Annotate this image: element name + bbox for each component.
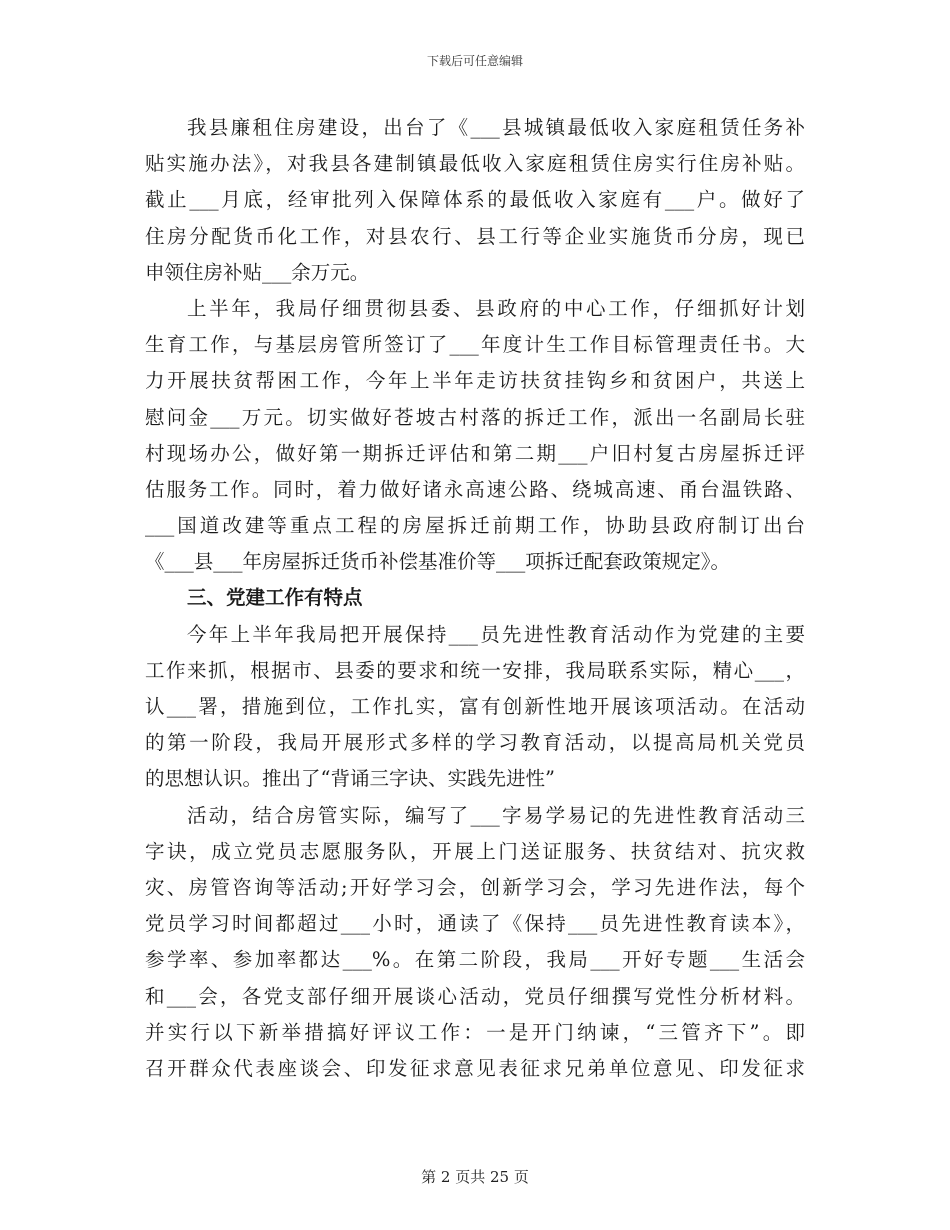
paragraph-line: 党员学习时间都超过___小时，通读了《保持___员先进性教育读本》， <box>145 912 805 936</box>
paragraph-line: 工作来抓，根据市、县委的要求和统一安排，我局联系实际，精心___， <box>145 658 805 682</box>
paragraph-line: 生育工作，与基层房管所签订了___年度计生工作目标管理责任书。大 <box>145 333 805 357</box>
paragraph-line: 住房分配货币化工作，对县农行、县工行等企业实施货币分房，现已 <box>145 224 805 248</box>
paragraph-line: 的第一阶段，我局开展形式多样的学习教育活动，以提高局机关党员 <box>145 731 805 755</box>
paragraph-line: 《___县___年房屋拆迁货币补偿基准价等___项拆迁配套政策规定》。 <box>145 550 731 574</box>
paragraph-line: 上半年，我局仔细贯彻县委、县政府的中心工作，仔细抓好计划 <box>187 296 805 320</box>
paragraph-line: 活动，结合房管实际，编写了___字易学易记的先进性教育活动三 <box>187 803 805 827</box>
paragraph-line: 字诀，成立党员志愿服务队，开展上门送证服务、扶贫结对、抗灾救 <box>145 839 805 863</box>
paragraph-line: ___国道改建等重点工程的房屋拆迁前期工作，协助县政府制订出台 <box>145 514 805 538</box>
paragraph-line: 贴实施办法》，对我县各建制镇最低收入家庭租赁住房实行住房补贴。 <box>145 152 805 176</box>
paragraph-line: 估服务工作。同时，着力做好诸永高速公路、绕城高速、甬台温铁路、 <box>145 477 805 501</box>
paragraph-line: 召开群众代表座谈会、印发征求意见表征求兄弟单位意见、印发征求 <box>145 1056 805 1080</box>
page-footer: 第 2 页共 25 页 <box>421 1168 529 1186</box>
paragraph-line: 参学率、参加率都达___%。在第二阶段，我局___开好专题___生活会 <box>145 948 805 972</box>
paragraph-line: 我县廉租住房建设，出台了《___县城镇最低收入家庭租赁任务补 <box>187 116 805 139</box>
paragraph-line: 和___会，各党支部仔细开展谈心活动，党员仔细撰写党性分析材料。 <box>145 984 805 1008</box>
page-header: 下载后可任意编辑 <box>426 54 523 68</box>
paragraph-line: 村现场办公，做好第一期拆迁评估和第二期___户旧村复古房屋拆迁评 <box>145 441 805 465</box>
paragraph-line: 力开展扶贫帮困工作，今年上半年走访扶贫挂钩乡和贫困户，共送上 <box>145 369 805 393</box>
paragraph-line: 慰问金___万元。切实做好苍坡古村落的拆迁工作，派出一名副局长驻 <box>145 405 805 429</box>
paragraph-line: 灾、房管咨询等活动;开好学习会，创新学习会，学习先进作法，每个 <box>145 875 805 899</box>
document-body <box>145 110 805 1087</box>
paragraph-line: 今年上半年我局把开展保持___员先进性教育活动作为党建的主要 <box>187 622 805 646</box>
paragraph-line: 的思想认识。推出了“背诵三字诀、实践先进性” <box>145 767 555 791</box>
section-heading: 三、党建工作有特点 <box>187 586 363 610</box>
paragraph-line: 并实行以下新举措搞好评议工作：一是开门纳谏，“三管齐下”。即 <box>145 1020 805 1044</box>
paragraph-line: 认___署，措施到位，工作扎实，富有创新性地开展该项活动。在活动 <box>145 695 805 718</box>
paragraph-line: 截止___月底，经审批列入保障体系的最低收入家庭有___户。做好了 <box>145 188 805 212</box>
paragraph-line: 申领住房补贴___余万元。 <box>145 260 370 284</box>
